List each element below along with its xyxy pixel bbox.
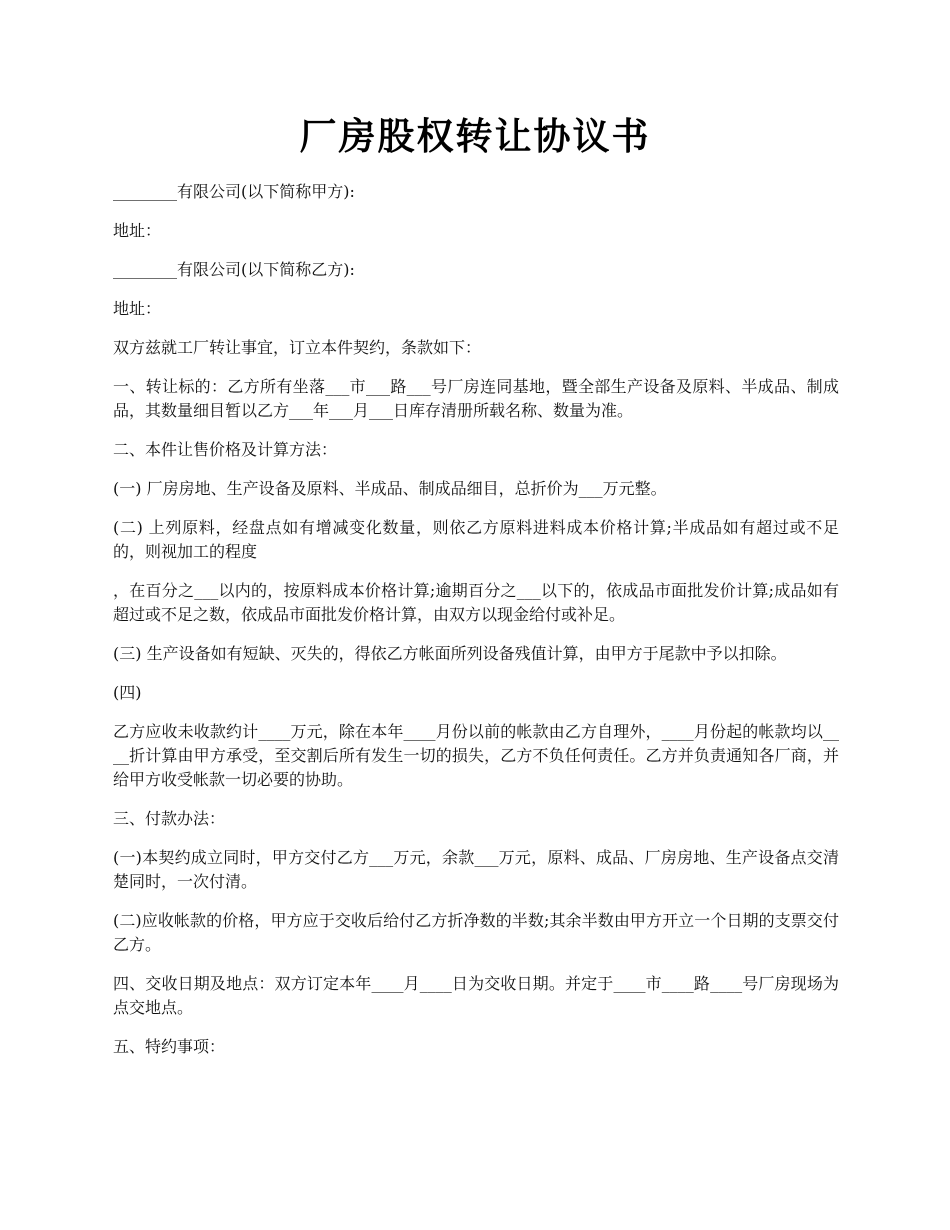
party-b-line: ________有限公司(以下简称乙方): (113, 260, 355, 279)
clause-5-heading: 五、特约事项： (113, 1037, 226, 1056)
clause-3-item-1: (一)本契约成立同时，甲方交付乙方___万元，余款___万元，原料、成品、厂房房地、生产设备点交清楚同时，一次付清。 (113, 848, 839, 891)
clause-2-item-4-label: (四) (113, 683, 142, 702)
document-title: 厂房股权转让协议书 (299, 115, 651, 158)
party-b-address: 地址： (113, 299, 162, 318)
clause-4-delivery: 四、交收日期及地点：双方订定本年____月____日为交收日期。并定于____市____路____号厂房现场为点交地点。 (113, 974, 839, 1017)
party-a-line: ________有限公司(以下简称甲方): (113, 182, 355, 201)
preamble: 双方兹就工厂转让事宜，订立本件契约，条款如下： (113, 338, 482, 357)
clause-2-item-4: 乙方应收未收款约计____万元，除在本年____月份以前的帐款由乙方自理外，____月份起的帐款均以____折计算由甲方承受，至交割后所有发生一切的损失，乙方不负任何责任。乙方并负责通知各厂商，并给甲方收受帐款一切必要的协助。 (113, 722, 839, 789)
clause-1-subject: 一、转让标的：乙方所有坐落___市___路___号厂房连同基地，暨全部生产设备及原料、半成品、制成品，其数量细目暂以乙方___年___月___日库存清册所载名称、数量为准。 (113, 377, 839, 420)
clause-2-item-3: (三) 生产设备如有短缺、灭失的，得依乙方帐面所列设备残值计算，由甲方于尾款中予以扣除。 (113, 644, 787, 663)
party-a-address: 地址： (113, 221, 162, 240)
document-body (113, 180, 839, 1074)
clause-2-item-1: (一) 厂房房地、生产设备及原料、半成品、制成品细目，总折价为___万元整。 (113, 479, 667, 498)
clause-2-item-2-continued: ，在百分之___以内的，按原料成本价格计算;逾期百分之___以下的，依成品市面批发价计算;成品如有超过或不足之数，依成品市面批发价格计算，由双方以现金给付或补足。 (113, 581, 839, 624)
clause-2-heading: 二、本件让售价格及计算方法： (113, 440, 338, 459)
clause-3-item-2: (二)应收帐款的价格，甲方应于交收后给付乙方折净数的半数;其余半数由甲方开立一个日期的支票交付乙方。 (113, 911, 839, 954)
clause-2-item-2: (二) 上列原料，经盘点如有增减变化数量，则依乙方原料进料成本价格计算;半成品如有超过或不足的，则视加工的程度 (113, 518, 839, 561)
clause-3-heading: 三、付款办法： (113, 809, 226, 828)
